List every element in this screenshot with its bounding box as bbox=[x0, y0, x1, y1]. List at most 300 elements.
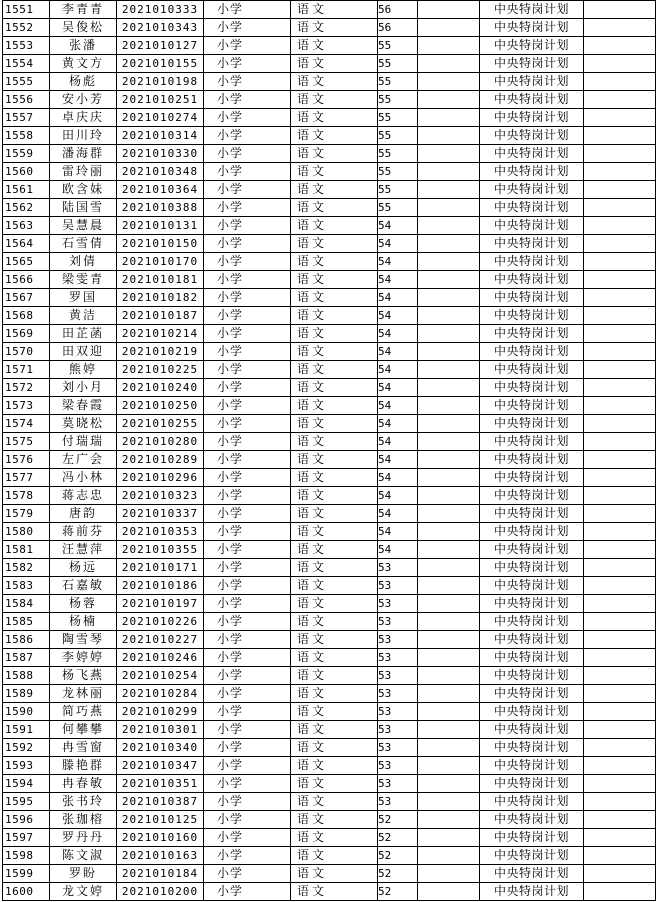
table-row bbox=[3, 325, 656, 343]
table-row bbox=[3, 793, 656, 811]
recruitment-plan: 中央特岗计划 bbox=[480, 523, 584, 541]
empty-cell bbox=[584, 793, 656, 811]
row-number: 1583 bbox=[3, 577, 50, 595]
recruitment-plan: 中央特岗计划 bbox=[480, 343, 584, 361]
row-number: 1556 bbox=[3, 91, 50, 109]
table-row bbox=[3, 361, 656, 379]
exam-number: 2021010240 bbox=[117, 379, 204, 397]
score: 53 bbox=[378, 577, 418, 595]
subject: 语文 bbox=[291, 793, 378, 811]
table-row bbox=[3, 181, 656, 199]
note-cell bbox=[418, 1, 480, 19]
row-number: 1567 bbox=[3, 289, 50, 307]
empty-cell bbox=[584, 289, 656, 307]
empty-cell bbox=[584, 847, 656, 865]
note-cell bbox=[418, 307, 480, 325]
empty-cell bbox=[584, 217, 656, 235]
exam-number: 2021010127 bbox=[117, 37, 204, 55]
table-row bbox=[3, 469, 656, 487]
exam-number: 2021010251 bbox=[117, 91, 204, 109]
candidate-name: 梁雯青 bbox=[50, 271, 117, 289]
note-cell bbox=[418, 217, 480, 235]
candidate-name: 左广会 bbox=[50, 451, 117, 469]
exam-number: 2021010186 bbox=[117, 577, 204, 595]
table-row bbox=[3, 487, 656, 505]
exam-number: 2021010181 bbox=[117, 271, 204, 289]
note-cell bbox=[418, 109, 480, 127]
score: 52 bbox=[378, 883, 418, 901]
empty-cell bbox=[584, 451, 656, 469]
subject: 语文 bbox=[291, 289, 378, 307]
recruitment-plan: 中央特岗计划 bbox=[480, 469, 584, 487]
recruitment-plan: 中央特岗计划 bbox=[480, 235, 584, 253]
subject: 语文 bbox=[291, 397, 378, 415]
empty-cell bbox=[584, 667, 656, 685]
school-level: 小学 bbox=[204, 235, 291, 253]
note-cell bbox=[418, 595, 480, 613]
note-cell bbox=[418, 55, 480, 73]
recruitment-plan: 中央特岗计划 bbox=[480, 55, 584, 73]
empty-cell bbox=[584, 487, 656, 505]
score: 52 bbox=[378, 829, 418, 847]
recruitment-plan: 中央特岗计划 bbox=[480, 613, 584, 631]
table-row bbox=[3, 37, 656, 55]
score: 55 bbox=[378, 199, 418, 217]
subject: 语文 bbox=[291, 685, 378, 703]
note-cell bbox=[418, 865, 480, 883]
subject: 语文 bbox=[291, 91, 378, 109]
table-row bbox=[3, 667, 656, 685]
row-number: 1568 bbox=[3, 307, 50, 325]
exam-number: 2021010160 bbox=[117, 829, 204, 847]
exam-number: 2021010274 bbox=[117, 109, 204, 127]
empty-cell bbox=[584, 595, 656, 613]
subject: 语文 bbox=[291, 181, 378, 199]
empty-cell bbox=[584, 703, 656, 721]
recruitment-plan: 中央特岗计划 bbox=[480, 775, 584, 793]
note-cell bbox=[418, 793, 480, 811]
note-cell bbox=[418, 289, 480, 307]
table-row bbox=[3, 91, 656, 109]
table-row bbox=[3, 379, 656, 397]
exam-number: 2021010284 bbox=[117, 685, 204, 703]
candidate-name: 杨蓉 bbox=[50, 595, 117, 613]
score: 55 bbox=[378, 37, 418, 55]
empty-cell bbox=[584, 73, 656, 91]
empty-cell bbox=[584, 127, 656, 145]
school-level: 小学 bbox=[204, 145, 291, 163]
recruitment-plan: 中央特岗计划 bbox=[480, 811, 584, 829]
school-level: 小学 bbox=[204, 505, 291, 523]
row-number: 1582 bbox=[3, 559, 50, 577]
row-number: 1597 bbox=[3, 829, 50, 847]
subject: 语文 bbox=[291, 343, 378, 361]
empty-cell bbox=[584, 559, 656, 577]
school-level: 小学 bbox=[204, 811, 291, 829]
school-level: 小学 bbox=[204, 847, 291, 865]
row-number: 1595 bbox=[3, 793, 50, 811]
note-cell bbox=[418, 145, 480, 163]
empty-cell bbox=[584, 649, 656, 667]
subject: 语文 bbox=[291, 829, 378, 847]
recruitment-plan: 中央特岗计划 bbox=[480, 739, 584, 757]
recruitment-plan: 中央特岗计划 bbox=[480, 199, 584, 217]
table-row bbox=[3, 397, 656, 415]
candidate-name: 陶雪琴 bbox=[50, 631, 117, 649]
note-cell bbox=[418, 559, 480, 577]
exam-number: 2021010387 bbox=[117, 793, 204, 811]
row-number: 1589 bbox=[3, 685, 50, 703]
row-number: 1555 bbox=[3, 73, 50, 91]
note-cell bbox=[418, 91, 480, 109]
exam-number: 2021010171 bbox=[117, 559, 204, 577]
school-level: 小学 bbox=[204, 217, 291, 235]
exam-number: 2021010184 bbox=[117, 865, 204, 883]
empty-cell bbox=[584, 181, 656, 199]
empty-cell bbox=[584, 541, 656, 559]
note-cell bbox=[418, 721, 480, 739]
table-row bbox=[3, 127, 656, 145]
row-number: 1560 bbox=[3, 163, 50, 181]
note-cell bbox=[418, 181, 480, 199]
subject: 语文 bbox=[291, 19, 378, 37]
candidate-name: 张潘 bbox=[50, 37, 117, 55]
table-row bbox=[3, 757, 656, 775]
candidate-name: 杨飞燕 bbox=[50, 667, 117, 685]
empty-cell bbox=[584, 883, 656, 901]
empty-cell bbox=[584, 325, 656, 343]
empty-cell bbox=[584, 865, 656, 883]
candidate-name: 冉春敏 bbox=[50, 775, 117, 793]
score: 54 bbox=[378, 487, 418, 505]
score: 53 bbox=[378, 649, 418, 667]
school-level: 小学 bbox=[204, 181, 291, 199]
score: 55 bbox=[378, 91, 418, 109]
candidate-name: 吴慧晨 bbox=[50, 217, 117, 235]
school-level: 小学 bbox=[204, 793, 291, 811]
school-level: 小学 bbox=[204, 415, 291, 433]
exam-number: 2021010219 bbox=[117, 343, 204, 361]
row-number: 1594 bbox=[3, 775, 50, 793]
recruitment-plan: 中央特岗计划 bbox=[480, 415, 584, 433]
table-row bbox=[3, 1, 656, 19]
note-cell bbox=[418, 811, 480, 829]
recruitment-plan: 中央特岗计划 bbox=[480, 109, 584, 127]
subject: 语文 bbox=[291, 703, 378, 721]
row-number: 1593 bbox=[3, 757, 50, 775]
candidate-name: 冉雪窗 bbox=[50, 739, 117, 757]
score: 55 bbox=[378, 163, 418, 181]
candidate-name: 石雪倩 bbox=[50, 235, 117, 253]
score: 54 bbox=[378, 451, 418, 469]
row-number: 1592 bbox=[3, 739, 50, 757]
candidate-name: 石嘉敏 bbox=[50, 577, 117, 595]
note-cell bbox=[418, 199, 480, 217]
table-row bbox=[3, 523, 656, 541]
note-cell bbox=[418, 631, 480, 649]
row-number: 1563 bbox=[3, 217, 50, 235]
score: 54 bbox=[378, 415, 418, 433]
table-row bbox=[3, 55, 656, 73]
score: 54 bbox=[378, 361, 418, 379]
recruitment-plan: 中央特岗计划 bbox=[480, 253, 584, 271]
table-row bbox=[3, 883, 656, 901]
score: 53 bbox=[378, 793, 418, 811]
school-level: 小学 bbox=[204, 775, 291, 793]
candidate-name: 付瑞瑞 bbox=[50, 433, 117, 451]
subject: 语文 bbox=[291, 415, 378, 433]
note-cell bbox=[418, 325, 480, 343]
candidate-name: 黄文方 bbox=[50, 55, 117, 73]
recruitment-plan: 中央特岗计划 bbox=[480, 217, 584, 235]
school-level: 小学 bbox=[204, 37, 291, 55]
empty-cell bbox=[584, 307, 656, 325]
candidate-name: 龙林丽 bbox=[50, 685, 117, 703]
candidate-name: 吴俊松 bbox=[50, 19, 117, 37]
school-level: 小学 bbox=[204, 91, 291, 109]
table-row bbox=[3, 199, 656, 217]
school-level: 小学 bbox=[204, 685, 291, 703]
empty-cell bbox=[584, 199, 656, 217]
note-cell bbox=[418, 271, 480, 289]
candidate-name: 安小芳 bbox=[50, 91, 117, 109]
note-cell bbox=[418, 415, 480, 433]
school-level: 小学 bbox=[204, 271, 291, 289]
table-row bbox=[3, 217, 656, 235]
exam-number: 2021010348 bbox=[117, 163, 204, 181]
school-level: 小学 bbox=[204, 541, 291, 559]
note-cell bbox=[418, 361, 480, 379]
exam-number: 2021010200 bbox=[117, 883, 204, 901]
score: 54 bbox=[378, 217, 418, 235]
subject: 语文 bbox=[291, 739, 378, 757]
empty-cell bbox=[584, 145, 656, 163]
recruitment-plan: 中央特岗计划 bbox=[480, 649, 584, 667]
note-cell bbox=[418, 379, 480, 397]
exam-number: 2021010388 bbox=[117, 199, 204, 217]
score: 54 bbox=[378, 325, 418, 343]
score: 54 bbox=[378, 307, 418, 325]
school-level: 小学 bbox=[204, 649, 291, 667]
recruitment-plan: 中央特岗计划 bbox=[480, 289, 584, 307]
score: 55 bbox=[378, 145, 418, 163]
recruitment-plan: 中央特岗计划 bbox=[480, 505, 584, 523]
score: 54 bbox=[378, 235, 418, 253]
candidate-name: 田双迎 bbox=[50, 343, 117, 361]
note-cell bbox=[418, 505, 480, 523]
subject: 语文 bbox=[291, 253, 378, 271]
candidate-name: 黄洁 bbox=[50, 307, 117, 325]
note-cell bbox=[418, 73, 480, 91]
recruitment-plan: 中央特岗计划 bbox=[480, 595, 584, 613]
note-cell bbox=[418, 163, 480, 181]
subject: 语文 bbox=[291, 451, 378, 469]
exam-number: 2021010214 bbox=[117, 325, 204, 343]
subject: 语文 bbox=[291, 775, 378, 793]
table-row bbox=[3, 721, 656, 739]
note-cell bbox=[418, 739, 480, 757]
score: 52 bbox=[378, 811, 418, 829]
note-cell bbox=[418, 343, 480, 361]
row-number: 1586 bbox=[3, 631, 50, 649]
exam-number: 2021010150 bbox=[117, 235, 204, 253]
row-number: 1585 bbox=[3, 613, 50, 631]
row-number: 1573 bbox=[3, 397, 50, 415]
row-number: 1561 bbox=[3, 181, 50, 199]
candidate-name: 刘小月 bbox=[50, 379, 117, 397]
table-row bbox=[3, 631, 656, 649]
row-number: 1590 bbox=[3, 703, 50, 721]
table-row bbox=[3, 235, 656, 253]
note-cell bbox=[418, 703, 480, 721]
recruitment-plan: 中央特岗计划 bbox=[480, 685, 584, 703]
exam-number: 2021010280 bbox=[117, 433, 204, 451]
empty-cell bbox=[584, 757, 656, 775]
school-level: 小学 bbox=[204, 55, 291, 73]
exam-number: 2021010255 bbox=[117, 415, 204, 433]
row-number: 1581 bbox=[3, 541, 50, 559]
empty-cell bbox=[584, 361, 656, 379]
exam-number: 2021010337 bbox=[117, 505, 204, 523]
note-cell bbox=[418, 577, 480, 595]
exam-number: 2021010340 bbox=[117, 739, 204, 757]
school-level: 小学 bbox=[204, 595, 291, 613]
empty-cell bbox=[584, 109, 656, 127]
recruitment-plan: 中央特岗计划 bbox=[480, 379, 584, 397]
school-level: 小学 bbox=[204, 613, 291, 631]
school-level: 小学 bbox=[204, 487, 291, 505]
empty-cell bbox=[584, 523, 656, 541]
candidate-name: 蒋志忠 bbox=[50, 487, 117, 505]
school-level: 小学 bbox=[204, 253, 291, 271]
recruitment-plan: 中央特岗计划 bbox=[480, 883, 584, 901]
table-row bbox=[3, 649, 656, 667]
candidate-name: 蒋前芬 bbox=[50, 523, 117, 541]
recruitment-plan: 中央特岗计划 bbox=[480, 325, 584, 343]
score: 54 bbox=[378, 433, 418, 451]
candidate-name: 汪慧萍 bbox=[50, 541, 117, 559]
table-row bbox=[3, 415, 656, 433]
empty-cell bbox=[584, 829, 656, 847]
recruitment-plan: 中央特岗计划 bbox=[480, 19, 584, 37]
empty-cell bbox=[584, 19, 656, 37]
subject: 语文 bbox=[291, 145, 378, 163]
row-number: 1565 bbox=[3, 253, 50, 271]
subject: 语文 bbox=[291, 379, 378, 397]
exam-number: 2021010355 bbox=[117, 541, 204, 559]
score: 55 bbox=[378, 127, 418, 145]
recruitment-plan: 中央特岗计划 bbox=[480, 667, 584, 685]
school-level: 小学 bbox=[204, 559, 291, 577]
empty-cell bbox=[584, 685, 656, 703]
exam-number: 2021010364 bbox=[117, 181, 204, 199]
exam-number: 2021010182 bbox=[117, 289, 204, 307]
exam-number: 2021010289 bbox=[117, 451, 204, 469]
subject: 语文 bbox=[291, 631, 378, 649]
row-number: 1572 bbox=[3, 379, 50, 397]
score: 54 bbox=[378, 271, 418, 289]
note-cell bbox=[418, 253, 480, 271]
recruitment-plan: 中央特岗计划 bbox=[480, 577, 584, 595]
candidate-name: 杨彪 bbox=[50, 73, 117, 91]
empty-cell bbox=[584, 469, 656, 487]
table-row bbox=[3, 703, 656, 721]
exam-number: 2021010351 bbox=[117, 775, 204, 793]
score: 54 bbox=[378, 505, 418, 523]
recruitment-plan: 中央特岗计划 bbox=[480, 127, 584, 145]
score: 55 bbox=[378, 73, 418, 91]
exam-number: 2021010314 bbox=[117, 127, 204, 145]
subject: 语文 bbox=[291, 469, 378, 487]
table-row bbox=[3, 847, 656, 865]
recruitment-plan: 中央特岗计划 bbox=[480, 181, 584, 199]
candidate-name: 田川玲 bbox=[50, 127, 117, 145]
school-level: 小学 bbox=[204, 865, 291, 883]
exam-number: 2021010187 bbox=[117, 307, 204, 325]
subject: 语文 bbox=[291, 505, 378, 523]
recruitment-plan: 中央特岗计划 bbox=[480, 559, 584, 577]
row-number: 1599 bbox=[3, 865, 50, 883]
score: 54 bbox=[378, 397, 418, 415]
subject: 语文 bbox=[291, 271, 378, 289]
school-level: 小学 bbox=[204, 631, 291, 649]
exam-number: 2021010227 bbox=[117, 631, 204, 649]
candidate-name: 刘倩 bbox=[50, 253, 117, 271]
exam-number: 2021010125 bbox=[117, 811, 204, 829]
subject: 语文 bbox=[291, 199, 378, 217]
recruitment-plan: 中央特岗计划 bbox=[480, 1, 584, 19]
note-cell bbox=[418, 847, 480, 865]
exam-number: 2021010170 bbox=[117, 253, 204, 271]
score: 54 bbox=[378, 541, 418, 559]
exam-number: 2021010353 bbox=[117, 523, 204, 541]
score: 56 bbox=[378, 19, 418, 37]
row-number: 1566 bbox=[3, 271, 50, 289]
note-cell bbox=[418, 523, 480, 541]
school-level: 小学 bbox=[204, 163, 291, 181]
recruitment-plan: 中央特岗计划 bbox=[480, 145, 584, 163]
exam-number: 2021010347 bbox=[117, 757, 204, 775]
score: 53 bbox=[378, 595, 418, 613]
recruitment-plan: 中央特岗计划 bbox=[480, 433, 584, 451]
note-cell bbox=[418, 829, 480, 847]
school-level: 小学 bbox=[204, 739, 291, 757]
score: 54 bbox=[378, 289, 418, 307]
note-cell bbox=[418, 235, 480, 253]
row-number: 1552 bbox=[3, 19, 50, 37]
recruitment-plan: 中央特岗计划 bbox=[480, 397, 584, 415]
row-number: 1551 bbox=[3, 1, 50, 19]
empty-cell bbox=[584, 739, 656, 757]
exam-number: 2021010299 bbox=[117, 703, 204, 721]
empty-cell bbox=[584, 811, 656, 829]
score: 55 bbox=[378, 55, 418, 73]
note-cell bbox=[418, 37, 480, 55]
table-row bbox=[3, 109, 656, 127]
recruitment-plan: 中央特岗计划 bbox=[480, 757, 584, 775]
school-level: 小学 bbox=[204, 19, 291, 37]
subject: 语文 bbox=[291, 757, 378, 775]
candidate-name: 罗丹丹 bbox=[50, 829, 117, 847]
empty-cell bbox=[584, 775, 656, 793]
row-number: 1576 bbox=[3, 451, 50, 469]
candidate-name: 李青青 bbox=[50, 1, 117, 19]
score: 54 bbox=[378, 523, 418, 541]
empty-cell bbox=[584, 37, 656, 55]
subject: 语文 bbox=[291, 37, 378, 55]
subject: 语文 bbox=[291, 523, 378, 541]
candidate-name: 张珈榕 bbox=[50, 811, 117, 829]
